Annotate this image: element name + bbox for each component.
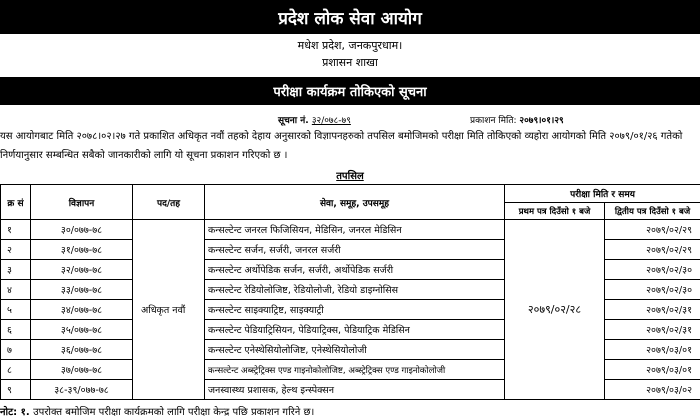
notice-body: यस आयोगबाट मिति २०७८।०२।२७ गते प्रकाशित अधिकृत नवौं तहको देहाय अनुसारको विज्ञापनहरुको तपसिल बमोजिमको परीक्षा मिति तोकिएको व्यहोरा आयोगको मिति २०७९/०१/२६ गतेको निर्णयानुसार सम्बन्धित सबैको जानकारीको लागि यो सूचना प्रकाशन गरिएको छ । [0,131,683,161]
row-service: कन्सल्टेन्ट एनेस्थेसियोलोजिष्ट, एनेस्थेसियोलोजी [205,340,505,360]
publication-date [470,113,564,126]
row-second-paper-date: २०७९/०२/२९ [605,240,700,260]
column-header-exam-schedule: परीक्षा मिति र समय [505,185,700,203]
commission-title-bar [0,0,700,34]
row-service: कन्सल्टेन्ट रेडियोलोजिष्ट, रेडियोलोजी, रेडियो डाइग्नोसिस [205,280,505,300]
schedule-table [0,184,700,400]
table-row [1,220,700,240]
row-service: कन्सल्टेन्ट पेडियाट्रिसियन, पेडियाट्रिक्स, पेडियाट्रिक मेडिसिन [205,320,505,340]
row-second-paper-date: २०७९/०३/०१ [605,360,700,380]
commission-address: मधेश प्रदेश, जनकपुरधाम। [297,39,403,52]
row-service: कन्सल्टेन्ट जनरल फिजिसियन, मेडिसिन, जनरल मेडिसिन [205,220,505,240]
row-sn: ९ [1,380,31,400]
row-service: कन्सल्टेन्ट अर्थोपेडिक सर्जन, सर्जरी, अर्थोपेडिक सर्जरी [205,260,505,280]
row-second-paper-date: २०७९/०२/२९ [605,220,700,240]
column-header-first-paper: प्रथम पत्र दिउँसो १ बजे [505,203,605,220]
footnote [0,404,700,418]
column-header-advertisement: विज्ञापन [31,185,133,220]
notice-number [278,113,351,126]
first-paper-date: २०७९/०२/२८ [505,220,605,400]
row-advertisement: ३८-३९/०७७-७८ [31,380,133,400]
row-sn: ३ [1,260,31,280]
row-service: कन्सल्टेन्ट सर्जन, सर्जरी, जनरल सर्जरी [205,240,505,260]
row-sn: २ [1,240,31,260]
row-advertisement: ३७/०७७-७८ [31,360,133,380]
notice-number-value: ३२/०७८-७९ [311,116,351,126]
commission-title: प्रदेश लोक सेवा आयोग [278,8,422,29]
row-second-paper-date: २०७९/०२/३१ [605,320,700,340]
column-header-sn: क्र सं [1,185,31,220]
row-advertisement: ३१/०७७-७८ [31,240,133,260]
row-advertisement: ३३/०७७-७८ [31,280,133,300]
row-second-paper-date: २०७९/०२/३० [605,280,700,300]
publication-date-value: २०७९।०१।२९ [519,116,564,126]
row-sn: ६ [1,320,31,340]
row-advertisement: ३५/०७७-७८ [31,320,133,340]
row-second-paper-date: २०७९/०२/३० [605,260,700,280]
publication-date-label: प्रकाशन मिति: [470,116,517,126]
row-advertisement: ३६/०७७-७८ [31,340,133,360]
row-service: जनस्वास्थ्य प्रशासक, हेल्थ इन्स्पेक्सन [205,380,505,400]
row-sn: ७ [1,340,31,360]
row-sn: ५ [1,300,31,320]
notice-title: परीक्षा कार्यक्रम तोकिएको सूचना [273,85,427,100]
row-second-paper-date: २०७९/०२/३१ [605,300,700,320]
row-sn: ८ [1,360,31,380]
row-sn: ४ [1,280,31,300]
row-service: कन्सल्टेन्ट अब्स्ट्रेट्रिक्स एण्ड गाइनोकोलोजिष्ट, अब्स्ट्रेट्रिक्स एण्ड गाइनोकोलोजी [205,360,505,380]
row-sn: १ [1,220,31,240]
column-header-second-paper: द्वितीय पत्र दिउँसो १ बजे [605,203,700,220]
row-advertisement: ३४/०७७-७८ [31,300,133,320]
row-second-paper-date: २०७९/०३/०२ [605,380,700,400]
notice-title-bar [0,77,700,105]
footnote-text: उपरोक्त बमोजिम परीक्षा कार्यक्रमको लागि परीक्षा केन्द्र पछि प्रकाशन गरिने छ। [33,407,315,418]
post-level: अधिकृत नवौं [133,220,205,400]
row-second-paper-date: २०७९/०३/०१ [605,340,700,360]
schedule-heading: तपसिल [336,171,364,182]
row-advertisement: ३०/०७७-७८ [31,220,133,240]
notice-number-label: सूचना नं. [278,116,309,126]
footnote-label: नोट: १. [0,407,30,418]
column-header-service: सेवा, समूह, उपसमूह [205,185,505,220]
branch-name: प्रशासन शाखा [322,56,378,69]
row-advertisement: ३२/०७७-७८ [31,260,133,280]
row-service: कन्सल्टेन्ट साइक्याट्रिष्ट, साइक्याट्री [205,300,505,320]
column-header-post: पद/तह [133,185,205,220]
